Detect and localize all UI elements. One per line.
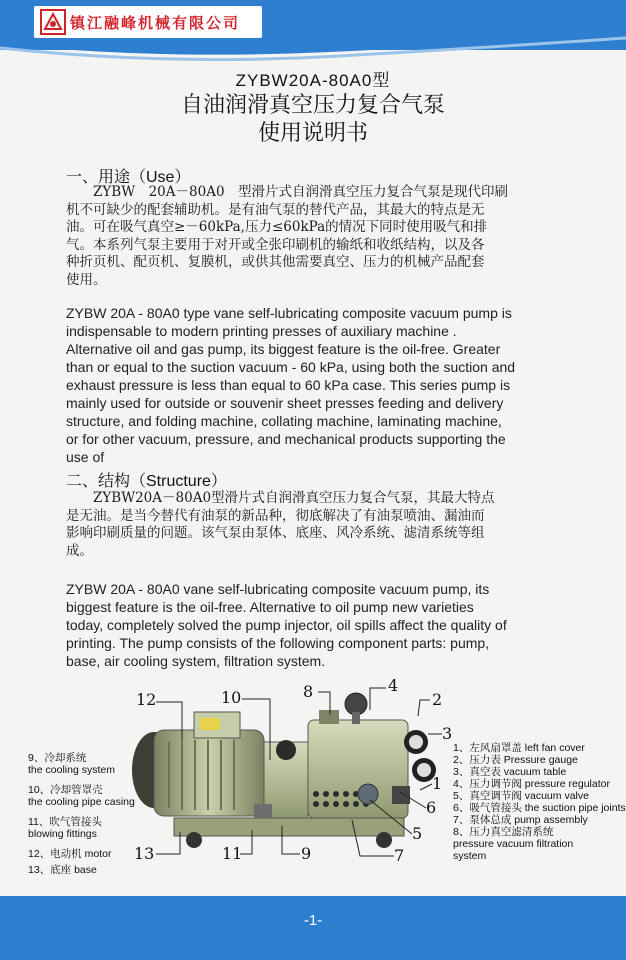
text-line: 使用。	[66, 271, 107, 288]
legend-item: 5、真空调节阀 vacuum valve	[453, 790, 589, 802]
text-line: 机不可缺少的配套辅助机。是有油气泵的替代产品，其最大的特点是无	[66, 201, 485, 218]
callout-13: 13	[134, 844, 155, 863]
text-line: 油。可在吸气真空≥－60kPa,压力≤60kPa的情况下同时使用吸气和排	[66, 219, 488, 235]
text-line: ZYBW 20A - 80A0 vane self-lubricating composite vacuum pump, its	[66, 581, 490, 597]
callout-8: 8	[303, 682, 314, 701]
legend-item: 1、左风扇罩盖 left fan cover	[453, 742, 585, 754]
legend-item: 8、压力真空滤清系统	[453, 826, 554, 838]
legend-item: 2、压力表 Pressure gauge	[453, 754, 578, 766]
text-line: today, completely solved the pump injector, oil spills affect the quality of	[66, 617, 507, 633]
callout-4: 4	[388, 676, 399, 695]
legend-item: the cooling pipe casing	[28, 796, 135, 808]
legend-item: 9、冷却系统	[28, 752, 87, 764]
callout-5: 5	[412, 824, 423, 843]
callout-9: 9	[301, 844, 312, 863]
callout-10: 10	[221, 688, 242, 707]
text-line: use of	[66, 449, 105, 465]
text-line: mainly used for outside or souvenir sheet presses feeding and delivery	[66, 395, 504, 411]
callout-1: 1	[432, 774, 443, 793]
text-line: exhaust pressure is less than equal to 60 kPa case. This series pump is	[66, 377, 511, 393]
document-title: 使用说明书	[257, 120, 368, 145]
callout-2: 2	[432, 690, 443, 709]
text-line: than or equal to the suction vacuum - 60 kPa, using both the suction and	[66, 359, 516, 375]
product-title: 自油润滑真空压力复合气泵	[180, 92, 445, 117]
legend-right	[453, 742, 626, 862]
legend-item: 11、吹气管接头	[28, 816, 102, 828]
legend-item: 4、压力调节阀 pressure regulator	[453, 778, 610, 790]
structure-cn-paragraph	[66, 490, 566, 560]
page-number: -1-	[303, 912, 323, 929]
legend-item: the cooling system	[28, 764, 115, 776]
text-line: Alternative oil and gas pump, its biggest feature is the oil-free. Greater	[66, 341, 501, 357]
legend-item: system	[453, 850, 487, 862]
text-line: or for other vacuum, pressure, and mechanical products supporting the	[66, 431, 506, 447]
text-line: printing. The pump consists of the following component parts: pump,	[66, 635, 490, 651]
legend-item: blowing fittings	[28, 828, 97, 840]
text-line: 成。	[66, 542, 93, 559]
structure-heading: 二、结构（Structure）	[66, 473, 227, 490]
company-name: 镇江融峰机械有限公司	[70, 13, 241, 32]
text-line: 气。本系列气泵主要用于对开或全张印刷机的输纸和收纸结构，以及各	[66, 236, 485, 253]
text-line: ZYBW20A－80A0型滑片式自润滑真空压力复合气泵，其最大特点	[66, 490, 495, 506]
legend-item: 12、电动机 motor	[28, 848, 112, 860]
callout-3: 3	[442, 724, 453, 743]
use-cn-paragraph	[66, 184, 566, 289]
legend-item: 3、真空表 vacuum table	[453, 766, 567, 778]
use-en-paragraph	[66, 304, 566, 466]
use-heading: 一、用途（Use）	[66, 169, 191, 186]
text-line: structure, and folding machine, collating machine, laminating machine,	[66, 413, 502, 429]
legend-item: 7、泵体总成 pump assembly	[453, 814, 588, 826]
legend-item: 13、底座 base	[28, 864, 97, 876]
text-line: base, air cooling system, filtration system.	[66, 653, 326, 669]
structure-en-paragraph	[66, 580, 566, 670]
text-line: biggest feature is the oil-free. Alternative to oil pump new varieties	[66, 599, 474, 615]
text-line: indispensable to modern printing presses of auxiliary machine .	[66, 323, 457, 339]
company-logo	[34, 6, 262, 38]
company-logo-icon	[40, 9, 66, 35]
callout-7: 7	[394, 846, 405, 865]
callout-6: 6	[426, 798, 437, 817]
callout-11: 11	[222, 844, 243, 863]
legend-item: 6、吸气管接头 the suction pipe joints	[453, 802, 626, 814]
legend-left	[28, 752, 135, 876]
legend-item: pressure vacuum filtration	[453, 838, 574, 850]
pump-photo	[124, 690, 444, 860]
text-line: 影响印刷质量的问题。该气泵由泵体、底座、风冷系统、滤清系统等组	[66, 525, 485, 541]
text-line: ZYBW 20A－80A0 型滑片式自润滑真空压力复合气泵是现代印刷	[66, 184, 509, 200]
model-title: ZYBW20A-80A0型	[235, 71, 391, 90]
text-line: 是无油。是当今替代有油泵的新品种，彻底解决了有油泵喷油、漏油而	[66, 507, 485, 524]
text-line: ZYBW 20A - 80A0 type vane self-lubricating composite vacuum pump is	[66, 305, 512, 321]
callout-12: 12	[136, 690, 157, 709]
legend-item: 10、冷却管罩壳	[28, 784, 103, 796]
text-line: 种折页机、配页机、复膜机，或供其他需要真空、压力的机械产品配套	[66, 254, 485, 270]
